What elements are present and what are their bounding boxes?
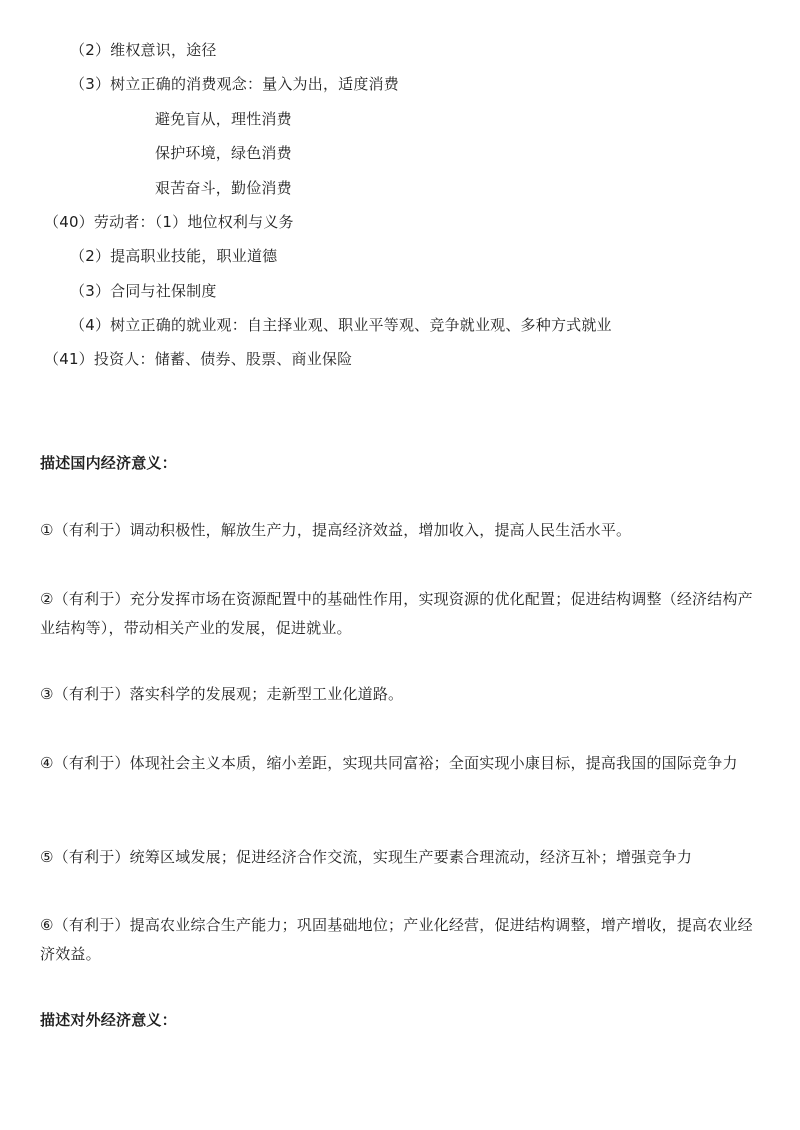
domestic-item-5: ⑤（有利于）统筹区域发展；促进经济合作交流，实现生产要素合理流动，经济互补；增强竞争力 — [40, 848, 693, 866]
outline-line-contract-social-security: （3）合同与社保制度 — [70, 282, 217, 300]
outline-line-rights-awareness: （2）维权意识，途径 — [70, 41, 217, 59]
section-heading-foreign: 描述对外经济意义： — [40, 1011, 177, 1029]
domestic-item-3: ③（有利于）落实科学的发展观；走新型工业化道路。 — [40, 685, 404, 703]
domestic-item-2: ②（有利于）充分发挥市场在资源配置中的基础性作用，实现资源的优化配置；促进结构调整（经济结构产业结构等），带动相关产业的发展，促进就业。 — [40, 590, 753, 637]
domestic-item-6: ⑥（有利于）提高农业综合生产能力；巩固基础地位；产业化经营，促进结构调整，增产增收，提高农业经济效益。 — [40, 916, 753, 963]
domestic-item-1: ①（有利于）调动积极性，解放生产力，提高经济效益，增加收入，提高人民生活水平。 — [40, 521, 632, 539]
outline-line-frugal-consumption: 艰苦奋斗，勤俭消费 — [155, 179, 292, 197]
outline-line-employment-view: （4）树立正确的就业观：自主择业观、职业平等观、竞争就业观、多种方式就业 — [70, 316, 612, 334]
outline-line-laborer: （40）劳动者：（1）地位权利与义务 — [44, 213, 294, 231]
section-heading-domestic: 描述国内经济意义： — [40, 454, 177, 472]
outline-line-rational-consumption: 避免盲从，理性消费 — [155, 110, 292, 128]
outline-line-investor: （41）投资人：储蓄、债券、股票、商业保险 — [44, 350, 353, 368]
domestic-item-4: ④（有利于）体现社会主义本质，缩小差距，实现共同富裕；全面实现小康目标，提高我国的国际竞争力 — [40, 754, 738, 772]
outline-line-consumption-view: （3）树立正确的消费观念：量入为出，适度消费 — [70, 75, 399, 93]
outline-line-vocational-skills: （2）提高职业技能，职业道德 — [70, 247, 278, 265]
outline-line-green-consumption: 保护环境，绿色消费 — [155, 144, 292, 162]
